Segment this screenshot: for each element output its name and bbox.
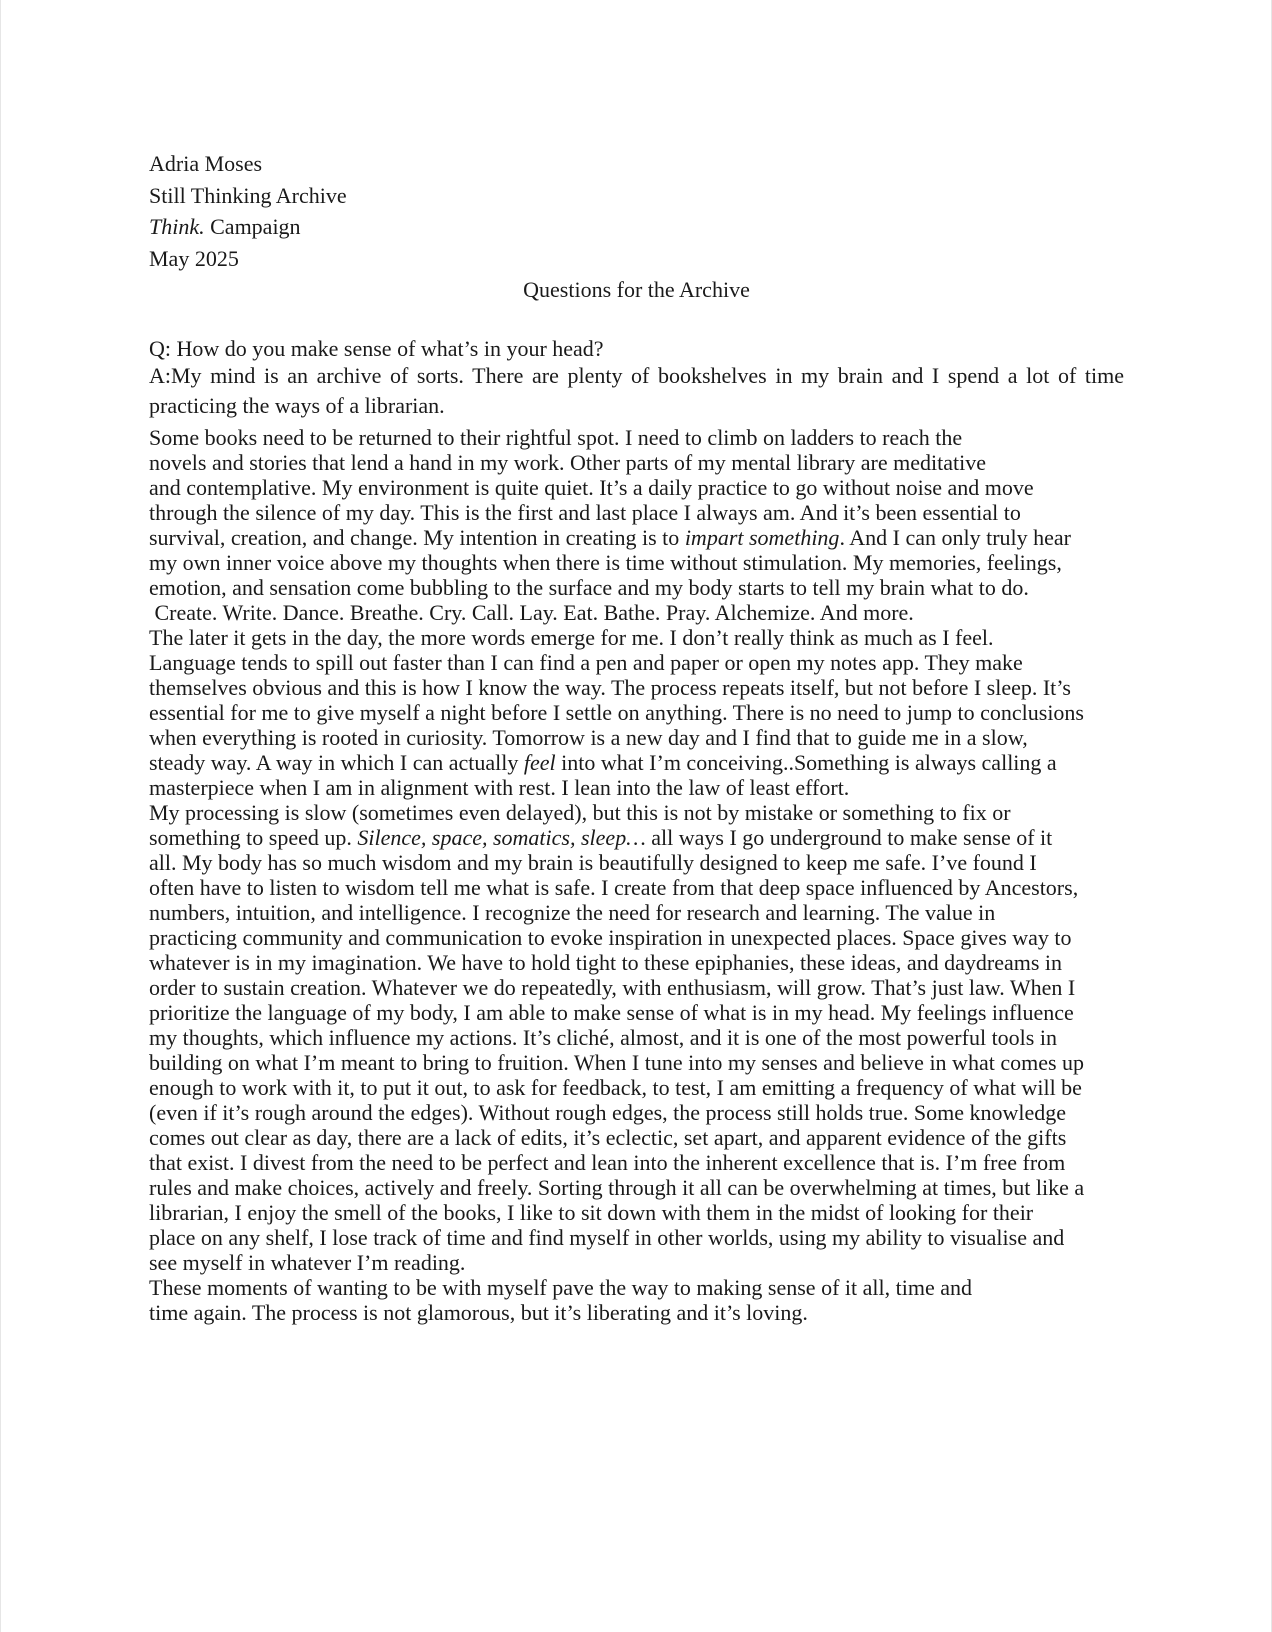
text-line: practicing community and communication to evoke inspiration in unexpected places. Space gives way to (149, 924, 1072, 950)
text-line (149, 825, 1129, 850)
campaign-name (149, 211, 1129, 243)
text-line: order to sustain creation. Whatever we do repeatedly, with enthusiasm, will grow. That’s just law. When I (149, 974, 1076, 1000)
text-line: Language tends to spill out faster than I can find a pen and paper or open my notes app. They make (149, 649, 1023, 675)
text-line: My processing is slow (sometimes even delayed), but this is not by mistake or something to fix or (149, 799, 1011, 825)
campaign-italic: Think. (149, 214, 205, 239)
text-run: . And I can only truly hear (839, 524, 1071, 550)
text-line (149, 750, 1129, 775)
paragraph-4 (149, 1275, 1129, 1325)
text-line: that exist. I divest from the need to be perfect and lean into the inherent excellence that is. I’m free from (149, 1149, 1066, 1175)
text-line: enough to work with it, to put it out, to ask for feedback, to test, I am emitting a frequency of what will be (149, 1074, 1082, 1100)
text-line: my own inner voice above my thoughts when there is time without stimulation. My memories, feelings, (149, 549, 1062, 575)
spacer (149, 306, 1129, 335)
answer-line: practicing the ways of a librarian. (149, 392, 445, 418)
text-line: essential for me to give myself a night before I settle on anything. There is no need to jump to conclusions (149, 699, 1084, 725)
text-line: masterpiece when I am in alignment with rest. I lean into the law of least effort. (149, 774, 850, 800)
paragraph-1 (149, 425, 1129, 625)
text-line: The later it gets in the day, the more words emerge for me. I don’t really think as much as I feel. (149, 624, 994, 650)
text-line: Create. Write. Dance. Breathe. Cry. Call. Lay. Eat. Bathe. Pray. Alchemize. And more. (149, 599, 914, 625)
text-line: numbers, intuition, and intelligence. I recognize the need for research and learning. The value in (149, 899, 996, 925)
text-line: Some books need to be returned to their rightful spot. I need to climb on ladders to reach the (149, 424, 963, 450)
text-line: prioritize the language of my body, I am able to make sense of what is in my head. My feelings influence (149, 999, 1074, 1025)
text-line: emotion, and sensation come bubbling to the surface and my body starts to tell my brain what to do. (149, 574, 1029, 600)
text-line: novels and stories that lend a hand in my work. Other parts of my mental library are meditative (149, 449, 986, 475)
text-line: themselves obvious and this is how I know the way. The process repeats itself, but not before I sleep. It’s (149, 674, 1071, 700)
text-line: my thoughts, which influence my actions. It’s cliché, almost, and it is one of the most powerful tools in (149, 1024, 1057, 1050)
emphasis-text: Silence, space, somatics, sleep… (357, 824, 646, 850)
author-name: Adria Moses (149, 151, 263, 176)
text-line: rules and make choices, actively and freely. Sorting through it all can be overwhelming at times, but like a (149, 1174, 1085, 1200)
text-run: into what I’m conceiving..Something is always calling a (555, 749, 1057, 775)
text-run: steady way. A way in which I can actually (149, 749, 524, 775)
text-line: through the silence of my day. This is the first and last place I always am. And it’s been essential to (149, 499, 1021, 525)
text-line: comes out clear as day, there are a lack of edits, it’s eclectic, set apart, and apparent evidence of the gifts (149, 1124, 1067, 1150)
campaign-rest: Campaign (204, 214, 301, 239)
text-run: survival, creation, and change. My intention in creating is to (149, 524, 685, 550)
text-line: often have to listen to wisdom tell me what is safe. I create from that deep space influenced by Ancestors, (149, 874, 1079, 900)
answer-line: A:My mind is an archive of sorts. There are plenty of bookshelves in my brain and I spend a lot of time (149, 362, 1124, 388)
emphasis-text: feel (523, 749, 556, 775)
text-line: These moments of wanting to be with myself pave the way to making sense of it all, time and (149, 1274, 972, 1300)
text-line: whatever is in my imagination. We have to hold tight to these epiphanies, these ideas, and daydreams in (149, 949, 1063, 975)
text-line: all. My body has so much wisdom and my brain is beautifully designed to keep me safe. I’ve found I (149, 849, 1037, 875)
text-run: all ways I go underground to make sense of it (645, 824, 1053, 850)
archive-name: Still Thinking Archive (149, 182, 347, 208)
question-text: Q: How do you make sense of what’s in your head? (149, 335, 604, 361)
text-line: librarian, I enjoy the smell of the books, I like to sit down with them in the midst of looking for their (149, 1199, 1034, 1225)
page-title: Questions for the Archive (523, 277, 750, 302)
text-run: something to speed up. (149, 824, 358, 850)
document-body (149, 148, 1129, 1325)
text-line: see myself in whatever I’m reading. (149, 1249, 466, 1275)
text-line: when everything is rooted in curiosity. Tomorrow is a new day and I find that to guide me in a slow, (149, 724, 1028, 750)
text-line: place on any shelf, I lose track of time and find myself in other worlds, using my ability to visualise and (149, 1224, 1065, 1250)
text-line (149, 525, 1129, 550)
text-line: and contemplative. My environment is quite quiet. It’s a daily practice to go without noise and move (149, 474, 1034, 500)
paragraph-3 (149, 800, 1129, 1275)
emphasis-text: impart something (684, 524, 840, 550)
text-line: time again. The process is not glamorous, but it’s liberating and it’s loving. (149, 1299, 808, 1325)
document-date: May 2025 (149, 245, 239, 271)
text-line: (even if it’s rough around the edges). Without rough edges, the process still holds true. Some knowledge (149, 1099, 1067, 1125)
text-line: building on what I’m meant to bring to fruition. When I tune into my senses and believe in what comes up (149, 1049, 1085, 1075)
paragraph-2 (149, 625, 1129, 800)
